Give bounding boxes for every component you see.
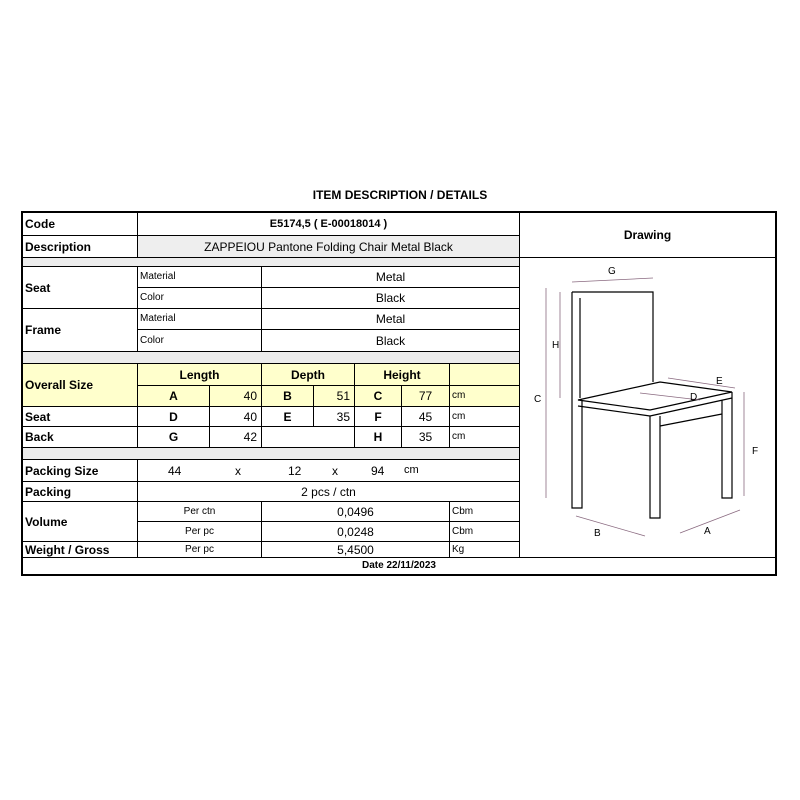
frame-material-label: Material xyxy=(138,309,262,330)
packing-x-1: x xyxy=(235,463,241,478)
overall-header-blank xyxy=(450,364,520,386)
drawing-panel xyxy=(520,258,775,558)
packing-size-label: Packing Size xyxy=(23,460,138,482)
spacer-row xyxy=(23,448,520,460)
frame-material-value: Metal xyxy=(262,309,520,330)
item-details-sheet xyxy=(21,211,777,576)
seat-material-label: Material xyxy=(138,267,262,288)
description-value: ZAPPEIOU Pantone Folding Chair Metal Black xyxy=(138,236,520,258)
page-title: ITEM DESCRIPTION / DETAILS xyxy=(312,188,488,202)
drawing-label-f: F xyxy=(752,446,759,457)
back-dims-empty xyxy=(262,427,355,448)
dim-a-letter: A xyxy=(138,386,210,407)
weight-value: 5,4500 xyxy=(262,542,450,558)
drawing-label-b: B xyxy=(594,528,601,539)
packing-label: Packing xyxy=(23,482,138,502)
dim-h-letter: H xyxy=(355,427,402,448)
dim-f-value: 45 xyxy=(402,407,450,427)
length-header: Length xyxy=(138,364,262,386)
dim-g-value: 42 xyxy=(210,427,262,448)
volume-per-pc-value: 0,0248 xyxy=(262,522,450,542)
description-label: Description xyxy=(23,236,138,258)
drawing-label-c: C xyxy=(534,394,542,405)
volume-per-pc-unit: Cbm xyxy=(450,522,520,542)
weight-label: Weight / Gross xyxy=(23,542,138,558)
code-label: Code xyxy=(23,213,138,236)
seat-material-value: Metal xyxy=(262,267,520,288)
dim-d-value: 40 xyxy=(210,407,262,427)
volume-per-ctn-unit: Cbm xyxy=(450,502,520,522)
seat-label: Seat xyxy=(23,267,138,309)
volume-label: Volume xyxy=(23,502,138,542)
packing-width: 12 xyxy=(288,463,302,478)
dim-c-value: 77 xyxy=(402,386,450,407)
seat-color-value: Black xyxy=(262,288,520,309)
volume-per-ctn-value: 0,0496 xyxy=(262,502,450,522)
volume-per-ctn-label: Per ctn xyxy=(138,502,262,522)
frame-color-label: Color xyxy=(138,330,262,352)
packing-length: 44 xyxy=(168,463,182,478)
spacer-row xyxy=(23,352,520,364)
weight-per-pc-label: Per pc xyxy=(138,542,262,558)
drawing-label-a: A xyxy=(704,526,711,537)
date-footer: Date 22/11/2023 xyxy=(362,560,436,571)
drawing-label-g: G xyxy=(608,266,616,277)
dim-f-letter: F xyxy=(355,407,402,427)
back-dims-unit: cm xyxy=(450,427,520,448)
volume-per-pc-label: Per pc xyxy=(138,522,262,542)
drawing-label-h: H xyxy=(552,340,560,351)
dim-b-value: 51 xyxy=(314,386,355,407)
back-dims-label: Back xyxy=(23,427,138,448)
packing-value: 2 pcs / ctn xyxy=(138,482,520,502)
chair-drawing xyxy=(520,258,775,558)
seat-color-label: Color xyxy=(138,288,262,309)
height-header: Height xyxy=(355,364,450,386)
dim-e-value: 35 xyxy=(314,407,355,427)
drawing-label-d: D xyxy=(690,392,698,403)
overall-size-label: Overall Size xyxy=(23,364,138,407)
dim-c-letter: C xyxy=(355,386,402,407)
dim-a-value: 40 xyxy=(210,386,262,407)
packing-height: 94 xyxy=(371,463,385,478)
seat-dims-unit: cm xyxy=(450,407,520,427)
dim-d-letter: D xyxy=(138,407,210,427)
code-value: E5174,5 ( E-00018014 ) xyxy=(138,213,520,236)
packing-x-2: x xyxy=(332,463,338,478)
weight-unit: Kg xyxy=(450,542,520,558)
packing-unit: cm xyxy=(404,464,419,476)
dim-e-letter: E xyxy=(262,407,314,427)
dim-b-letter: B xyxy=(262,386,314,407)
seat-dims-label: Seat xyxy=(23,407,138,427)
depth-header: Depth xyxy=(262,364,355,386)
spacer-row xyxy=(23,258,520,267)
frame-label: Frame xyxy=(23,309,138,352)
frame-color-value: Black xyxy=(262,330,520,352)
dim-h-value: 35 xyxy=(402,427,450,448)
drawing-header: Drawing xyxy=(520,213,775,258)
packing-size-row xyxy=(138,460,520,482)
drawing-label-e: E xyxy=(716,376,723,387)
overall-unit: cm xyxy=(450,386,520,407)
dim-g-letter: G xyxy=(138,427,210,448)
